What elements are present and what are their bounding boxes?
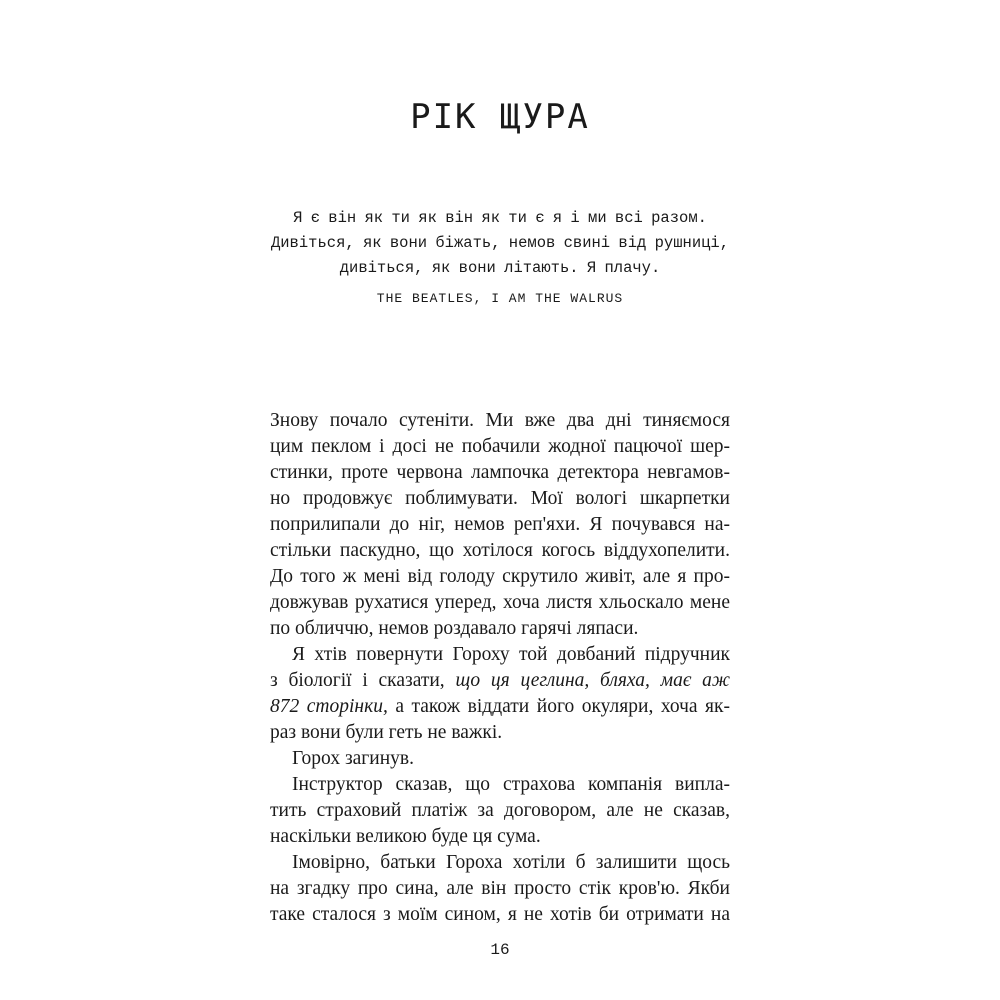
text-line: наскільки великою буде ця сума. [270,826,541,847]
text-line [270,694,730,720]
text-line: довжував рухатися уперед, хоча листя хльоскало мене [270,592,730,613]
text-line: цим пеклом і досі не побачили жодної пацючої шер- [270,436,730,457]
text-line: но продовжує поблимувати. Мої вологі шкарпетки [270,488,730,509]
epigraph-line: Дивіться, як вони біжать, немов свині від рушниці, [270,234,730,252]
text-line: раз вони були геть не важкі. [270,722,503,743]
text-line: Горох загинув. [292,748,415,769]
text-line [270,668,730,694]
text-line: таке сталося з моїм сином, я не хотів би отримати на [270,904,730,925]
text-line: поприлипали до ніг, немов реп'яхи. Я почувався на- [270,514,730,535]
text-line: тить страховий платіж за договором, але не сказав, [270,800,730,821]
text-line: Я хтів повернути Гороху той довбаний підручник [292,644,730,665]
epigraph-line: дивіться, як вони літають. Я плачу. [339,259,661,277]
text-line: по обличчю, немов роздавало гарячі ляпаси. [270,618,639,639]
page-number: 16 [490,941,510,959]
body-text [270,408,730,928]
text-line: Знову почало сутеніти. Ми вже два дні тиняємося [270,410,730,431]
text-line: Імовірно, батьки Гороха хотіли б залишити щось [292,852,730,873]
chapter-title: РІК ЩУРА [410,97,590,137]
text-line: До того ж мені від голоду скрутило живіт, але я про- [270,566,730,587]
italic-text: 872 сторінки, [270,696,388,717]
text-run: з біології і сказати, [270,670,456,691]
text-line: Інструктор сказав, що страхова компанія випла- [292,774,730,795]
epigraph-line: Я є він як ти як він як ти є я і ми всі разом. [293,209,707,227]
text-line: стільки паскудно, що хотілося когось віддухопелити. [270,540,730,561]
text-line: на згадку про сина, але він просто стік кров'ю. Якби [270,878,730,899]
text-line: стинки, проте червона лампочка детектора невгамов- [270,462,730,483]
italic-text: що ця цеглина, бляха, має аж [455,670,730,691]
text-run: а також віддати його окуляри, хоча як- [387,696,730,717]
epigraph [230,206,770,281]
epigraph-source: THE BEATLES, I AM THE WALRUS [376,291,624,306]
